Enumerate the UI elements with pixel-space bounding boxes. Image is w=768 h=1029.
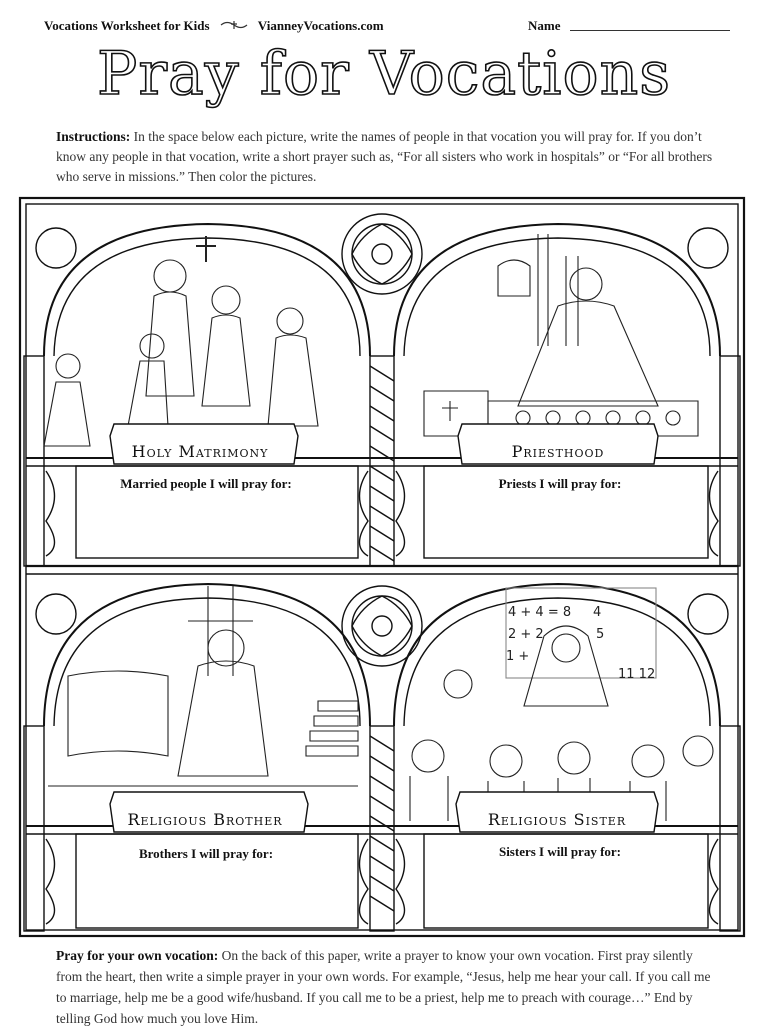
chalk-num-clock: 11 12 bbox=[618, 667, 656, 682]
footer-label: Pray for your own vocation: bbox=[56, 948, 219, 963]
prompt-priests: Priests I will pray for: bbox=[498, 476, 622, 491]
site-name: VianneyVocations.com bbox=[257, 18, 384, 33]
instructions-text: In the space below each picture, write the names of people in that vocation you will pray for. If you don’t know any people in that vocation, write a short prayer such as, “For all sisters who work in hospitals” or “For all brothers who serve in missions.” Then color the pictures. bbox=[56, 129, 713, 184]
brothers-write-area[interactable] bbox=[80, 864, 334, 926]
instructions bbox=[56, 127, 716, 187]
chalk-sum-1: 4 + 4 = 8 bbox=[508, 605, 572, 620]
banner-religious-sister: Religious Sister bbox=[487, 810, 627, 829]
prompt-married: Married people I will pray for: bbox=[120, 476, 292, 491]
prompt-brothers: Brothers I will pray for: bbox=[138, 846, 274, 861]
prompt-sisters: Sisters I will pray for: bbox=[498, 844, 622, 859]
header-left bbox=[44, 18, 384, 34]
page-title: Pray for Vocations bbox=[96, 39, 672, 109]
chalk-num-4: 4 bbox=[593, 605, 602, 620]
chalkboard bbox=[506, 605, 655, 682]
chalk-sum-2: 2 + 2 bbox=[508, 627, 544, 642]
name-label: Name bbox=[528, 18, 561, 33]
banner-matrimony: Holy Matrimony bbox=[131, 442, 269, 461]
footer-text: On the back of this paper, write a prayer to know your own vocation. First pray silently from the heart, then write a simple prayer in your own words. For example, “Jesus, help me hear your call. If you call me to marriage, help me be a good wife/husband. If you call me to be a priest, help me to preach with courage…” End by telling God how much you love Him. bbox=[56, 948, 711, 1026]
footer-instructions bbox=[56, 945, 716, 1029]
chalk-num-5: 5 bbox=[596, 627, 605, 642]
sisters-write-area[interactable] bbox=[428, 862, 684, 926]
ornament-icon bbox=[219, 18, 249, 34]
name-field[interactable] bbox=[570, 30, 730, 31]
instructions-label: Instructions: bbox=[56, 129, 131, 144]
banner-religious-brother: Religious Brother bbox=[127, 810, 283, 829]
worksheet-label: Vocations Worksheet for Kids bbox=[44, 18, 210, 33]
married-write-area[interactable] bbox=[80, 494, 334, 554]
page-header bbox=[44, 16, 734, 36]
chalk-sum-3: 1 + bbox=[506, 649, 530, 664]
priests-write-area[interactable] bbox=[428, 494, 684, 554]
banner-priesthood: Priesthood bbox=[511, 442, 605, 461]
